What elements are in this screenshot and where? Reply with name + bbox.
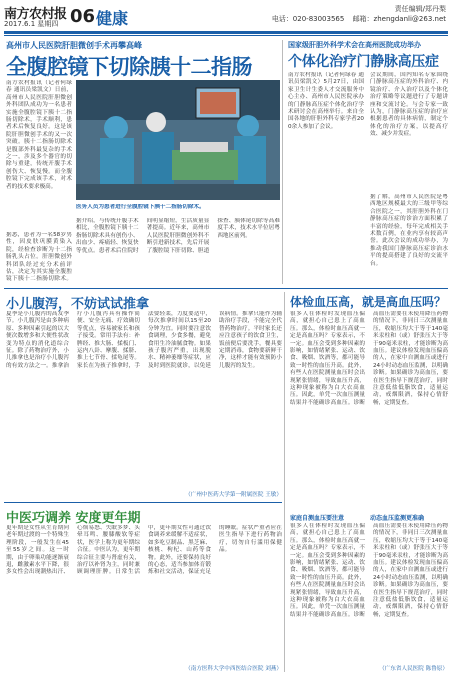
newspaper-logo: 南方农村报: [4, 7, 67, 22]
editor-credit: 责任编辑/郑丹梨: [394, 5, 446, 13]
article2-headline: 个体化治疗门静脉高压症: [288, 54, 439, 70]
article1-body-b: 据悉，患者为一名58岁男性，因皮肤巩膜黄染入院，经检查诊断为十二指肠乳头占位。肝胆微创外科团队经过充分术前评估，决定为其实施全腹腔镜下胰十二指肠切除术。: [6, 232, 72, 282]
section-divider-1: [4, 288, 448, 289]
article4-body-cont: 很多人在体检时发现血压偏高，就担心自己患上了高血压。那么，体检时血压高就一定是高血压吗？专家表示，不一定。血压会受到多种因素的影响，如情绪紧张、运动、饮食、吸烟、饮酒等，都可能导致一时性的血压升高。此外，有些人在医院测量血压时会出现紧张情绪，导致血压升高，这种现象被称为白大衣高血压。因此，单凭一次血压测量结果并不能确诊高血压。诊断高血压需要在未使用降压药物的情况下，非同日三次测量血压，收缩压均大于等于140毫米汞柱和（或）舒张压大于等于90毫米汞柱，才能诊断为高血压。建议体检发现血压偏高的人，在家中自测血压或进行24小时动态血压监测，以明确诊断。如果确诊为高血压，要在医生指导下规范治疗，同时注意低盐低脂饮食，适量运动，戒烟限酒，保持心情舒畅，定期复查。: [290, 523, 448, 618]
article2-kicker: 国家级肝胆外科学术会在高州医院成功举办: [288, 41, 421, 49]
issue-date: 2017.6.1 星期四: [4, 20, 59, 28]
article2-body-c: 据了解，高州市人民医院是粤西地区规模最大的三级甲等综合医院之一，其肝胆外科在门静脉高压症的诊治方面积累了丰富的经验，每年完成相关手术数百例，在业内享有较高声誉。此次会议的成功举办，为推动我国门静脉高压症诊治水平的提高搭建了良好的交流平台。: [370, 194, 448, 267]
photo-caption: 医务人员为患者进行全腹腔镜下胰十二指肠切除术。: [76, 204, 205, 210]
article2-body-b: 会议期间，国内知名专家围绕门静脉高压症的外科治疗、内镜治疗、介入治疗以及个体化治疗策略等议题进行了专题讲座和交流讨论。与会专家一致认为，门静脉高压症的治疗应根据患者的具体病情，制定个体化的治疗方案，以提高疗效、减少并发症。: [370, 72, 448, 138]
masthead-rule: [4, 31, 448, 34]
article2-body-a: 南方农村报讯（记者何绿春 通讯员梁凯文）5月27日，由国家卫生计生委人才交流服务中心主办、高州市人民医院承办的门静脉高压症个体化治疗学术研讨会在高州举行。来自全国各地的肝胆外科专家学者200余人参加了会议。: [288, 72, 364, 130]
masthead-rule-thin: [4, 35, 448, 36]
article4-headline: 体检血压高，就是高血压吗？: [290, 295, 447, 309]
article5-byline: （南方医科大学中西医结合医院 刘燕）: [185, 666, 282, 672]
surgery-photo: [76, 80, 280, 200]
article1-kicker: 高州市人民医院肝胆微创手术再攀高峰: [6, 41, 142, 50]
section-divider-2: [4, 502, 282, 503]
article5-body: 更年期是女性从生育期向老年期过渡的一个特殊生理阶段，一般发生在45至55岁之间。这一时期，由于卵巢功能逐渐衰退，雌激素水平下降，很多女性会出现潮热出汗、心烦易怒、失眠多梦、头晕耳鸣、腰膝酸软等症状，医学上称为更年期综合征。中医认为，更年期综合征主要与肾虚有关，治疗以补肾为主，同时兼顾调理肝脾。日常生活中，更年期女性可通过饮食调养来缓解不适症状，如多吃豆制品、黑芝麻、核桃、枸杞、山药等食物。此外，还要保持良好的心态，适当参加体育锻炼和社交活动，保证充足的睡眠。症状严重者应在医生指导下进行药物治疗，切勿自行滥用保健品。: [6, 525, 282, 576]
contact-line: [272, 14, 446, 24]
article5-headline: 中医巧调养 安度更年期: [6, 511, 141, 526]
column-divider: [282, 40, 283, 284]
page-number: 06: [70, 6, 96, 27]
article4-body: 很多人在体检时发现血压偏高，就担心自己患上了高血压。那么，体检时血压高就一定是高血压吗？专家表示，不一定。血压会受到多种因素的影响，如情绪紧张、运动、饮食、吸烟、饮酒等，都可能导致一时性的血压升高。此外，有些人在医院测量血压时会出现紧张情绪，导致血压升高，这种现象被称为白大衣高血压。因此，单凭一次血压测量结果并不能确诊高血压。诊断高血压需要在未使用降压药物的情况下，非同日三次测量血压，收缩压均大于等于140毫米汞柱和（或）舒张压大于等于90毫米汞柱，才能诊断为高血压。建议体检发现血压偏高的人，在家中自测血压或进行24小时动态血压监测，以明确诊断。如果确诊为高血压，要在医生指导下规范治疗，同时注意低盐低脂饮食，适量运动，戒烟限酒，保持心情舒畅，定期复查。: [290, 311, 448, 406]
article1-body-c: 据介绍，与传统开腹手术相比，全腹腔镜下胰十二指肠切除术具有创伤小、出血少、疼痛轻、恢复快等优点。患者术后住院时间明显缩短，生活质量显著提高。近年来，高州市人民医院肝胆微创外科不断引进新技术，先后开展了腹腔镜下肝切除、胆道探查、胰体尾切除等高难度手术，技术水平位居粤西地区前列。: [76, 218, 280, 254]
article4-subhead-1: 家庭自测血压要注意: [290, 515, 345, 522]
article4-subhead-2: 动态血压监测更准确: [370, 515, 425, 522]
article3-byline: （广州中医药大学第一附属医院 王敏）: [185, 492, 282, 498]
article1-headline: 全腹腔镜下切除胰十二指肠: [6, 55, 252, 79]
column-divider-2: [284, 292, 285, 672]
article3-body: 夏季是小儿腹泻的高发季节。小儿腹泻是由多种病原、多种因素引起的以大便次数增多和大便性状改变为特点的消化道综合征。除了药物治疗外，小儿推拿也是治疗小儿腹泻的有效方法之一。推拿治疗小儿腹泻具有操作简便、安全无痛、疗效确切等优点，容易被家长和孩子接受。常用手法有：补脾经、推大肠、揉板门、运内八卦、摩腹、揉脐、推上七节骨、揉龟尾等。家长在为孩子推拿时，手法要轻柔，力度要适中，每次推拿时间以15至20分钟为宜。同时要注意饮食调理，少食多餐，避免食用生冷油腻食物。如果孩子腹泻严重，出现脱水、精神萎靡等症状，应及时到医院就诊，以免延误病情。推拿只能作为辅助治疗手段，不能完全代替药物治疗。平时家长还应注意孩子的饮食卫生，饭前便后要洗手，餐具要定期消毒，食物要新鲜干净，这样才能有效预防小儿腹泻的发生。: [6, 311, 282, 369]
email-text: 邮箱：zhengdanli@263.net: [352, 15, 446, 23]
article1-body-a: 南方农村报讯（记者何绿春 通讯员梁凯文）日前，高州市人民医院肝胆微创外科团队成功为一名患者实施全腹腔镜下胰十二指肠切除术，手术顺利，患者术后恢复良好。这是该院肝胆微创手术的又一次突破。胰十二指肠切除术是腹部外科最复杂的手术之一，涉及多个器官的切除与重建，传统开腹手术创伤大、恢复慢。而全腹腔镜下完成该手术，对术者的技术要求极高。: [6, 80, 72, 190]
article3-headline: 小儿腹泻，不妨试试推拿: [6, 297, 150, 312]
section-title: 健康: [96, 9, 129, 28]
article4-byline: （广东省人民医院 陈鲁原）: [379, 666, 448, 672]
masthead-info: [272, 4, 446, 24]
phone-text: 电话：020-83003565: [271, 15, 345, 23]
